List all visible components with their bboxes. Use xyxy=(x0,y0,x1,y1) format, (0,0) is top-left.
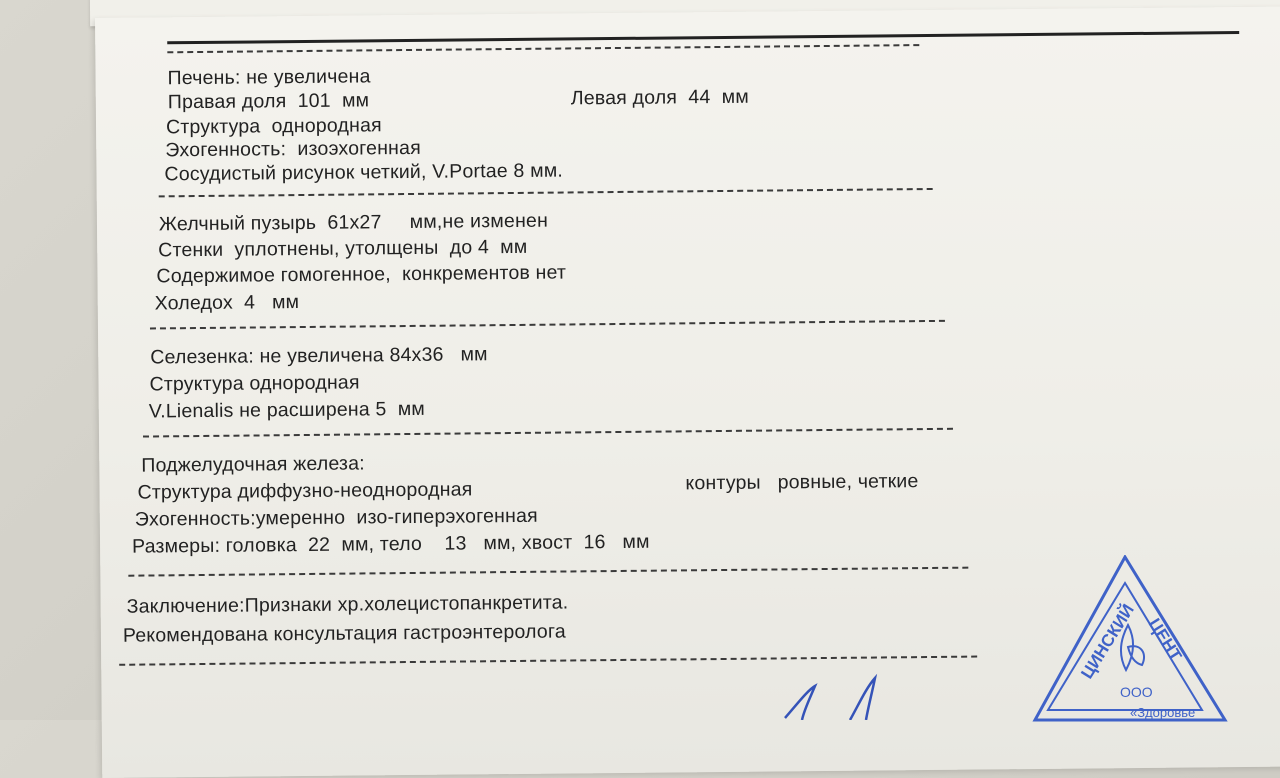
stamp-text-bottom: «Здоровье xyxy=(1130,705,1196,720)
pancreas-title: Поджелудочная железа: xyxy=(141,452,365,477)
pancreas-echogenicity: Эхогенность:умеренно изо-гиперэхогенная xyxy=(134,504,538,531)
liver-title: Печень: не увеличена xyxy=(167,65,371,90)
clinic-stamp xyxy=(1030,555,1230,725)
gallbladder-walls: Стенки уплотнены, утолщены до 4 мм xyxy=(158,235,528,262)
signature-strokes xyxy=(780,668,900,720)
liver-vascular: Сосудистый рисунок четкий, V.Portae 8 мм. xyxy=(164,159,564,186)
divider-conclusion xyxy=(119,656,977,666)
gallbladder-content: Содержимое гомогенное, конкрементов нет xyxy=(156,261,567,288)
top-border-line xyxy=(167,31,1239,44)
liver-right-lobe: Правая доля 101 мм xyxy=(167,89,370,114)
stamp-emblem: ООО xyxy=(1120,684,1153,700)
divider-gallbladder xyxy=(150,320,945,330)
conclusion-line-2: Рекомендована консультация гастроэнтеролога xyxy=(122,620,566,647)
pancreas-sizes: Размеры: головка 22 мм, тело 13 мм, хвост 16 мм xyxy=(131,530,650,558)
conclusion-line-1: Заключение:Признаки хр.холецистопанкретита. xyxy=(126,591,569,618)
gallbladder-duct: Холедох 4 мм xyxy=(154,291,300,315)
liver-left-lobe: Левая доля 44 мм xyxy=(570,85,750,110)
divider-top xyxy=(167,44,919,53)
liver-structure: Структура однородная xyxy=(165,114,382,139)
spleen-size: Селезенка: не увеличена 84x36 мм xyxy=(150,343,488,369)
liver-echogenicity: Эхогенность: изоэхогенная xyxy=(165,136,422,162)
pancreas-structure: Структура диффузно-неоднородная xyxy=(137,478,473,504)
spleen-structure: Структура однородная xyxy=(149,371,360,396)
gallbladder-size: Желчный пузырь 61x27 мм,не изменен xyxy=(158,209,549,236)
stamp-text-left: ЦИНСКИЙ xyxy=(1077,600,1138,683)
divider-pancreas xyxy=(128,567,968,577)
stamp-text-right: ЦЕНТ xyxy=(1144,615,1186,665)
divider-spleen xyxy=(143,428,953,438)
spleen-vein: V.Lienalis не расширена 5 мм xyxy=(148,397,426,423)
divider-liver xyxy=(159,188,933,197)
leaf-emblem-icon xyxy=(1121,625,1144,670)
pancreas-contours: контуры ровные, четкие xyxy=(685,470,919,495)
